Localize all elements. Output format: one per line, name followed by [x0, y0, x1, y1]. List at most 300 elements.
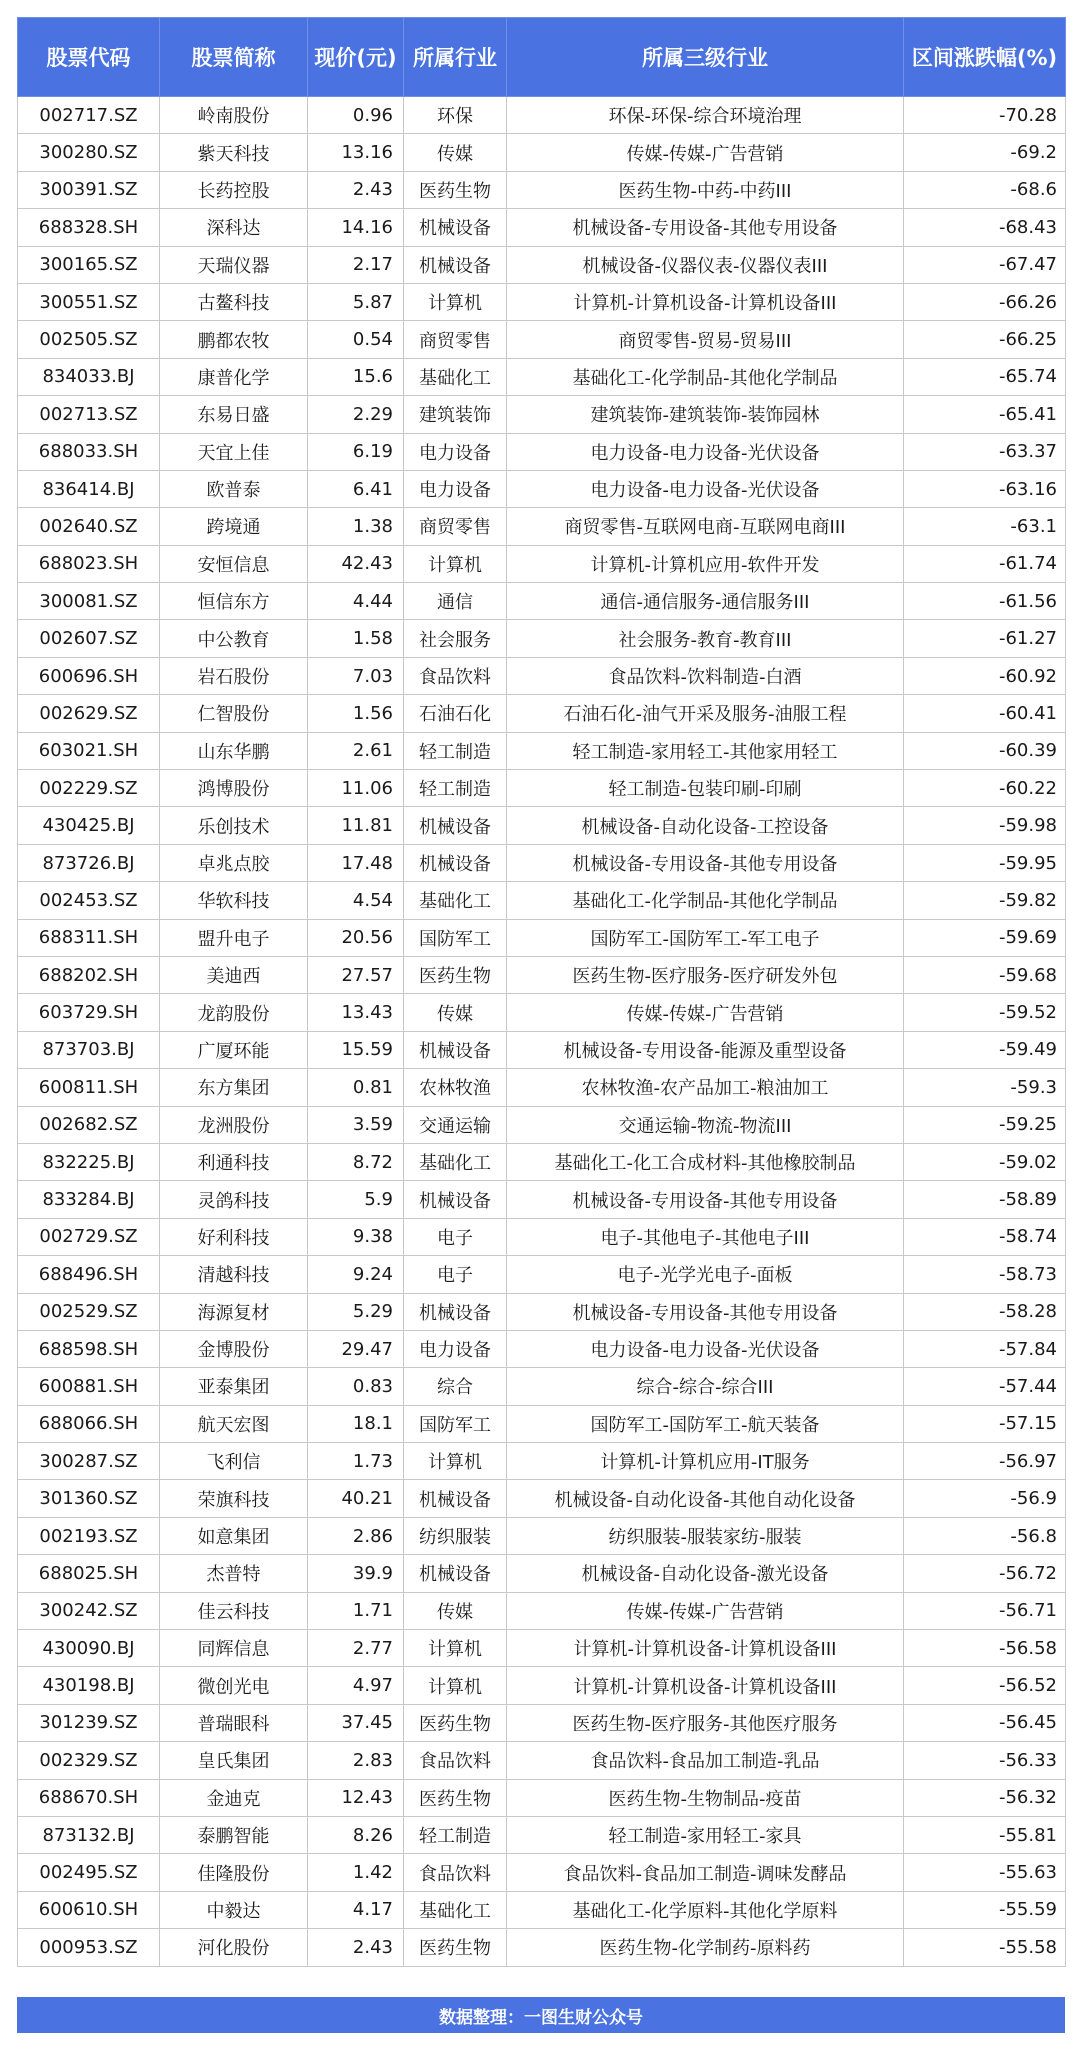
- cell-stock-code: 834033.BJ: [18, 358, 160, 395]
- cell-price: 15.6: [308, 358, 404, 395]
- cell-price: 11.06: [308, 770, 404, 807]
- cell-industry: 机械设备: [404, 1293, 507, 1330]
- cell-level3-industry: 国防军工-国防军工-军工电子: [507, 919, 904, 956]
- cell-industry: 传媒: [404, 994, 507, 1031]
- cell-change-pct: -66.26: [904, 283, 1066, 320]
- cell-stock-name: 中毅达: [160, 1891, 308, 1928]
- cell-change-pct: -59.95: [904, 844, 1066, 881]
- cell-level3-industry: 医药生物-生物制品-疫苗: [507, 1779, 904, 1816]
- cell-industry: 机械设备: [404, 1555, 507, 1592]
- cell-change-pct: -56.45: [904, 1704, 1066, 1741]
- table-row: [18, 97, 1066, 134]
- cell-change-pct: -55.81: [904, 1816, 1066, 1853]
- cell-level3-industry: 基础化工-化学原料-其他化学原料: [507, 1891, 904, 1928]
- cell-stock-code: 300391.SZ: [18, 171, 160, 208]
- table-row: [18, 882, 1066, 919]
- cell-price: 5.9: [308, 1181, 404, 1218]
- cell-level3-industry: 农林牧渔-农产品加工-粮油加工: [507, 1069, 904, 1106]
- cell-price: 2.43: [308, 171, 404, 208]
- cell-stock-name: 航天宏图: [160, 1405, 308, 1442]
- cell-stock-name: 灵鸽科技: [160, 1181, 308, 1218]
- cell-stock-code: 301239.SZ: [18, 1704, 160, 1741]
- table-row: [18, 807, 1066, 844]
- cell-stock-name: 美迪西: [160, 956, 308, 993]
- cell-industry: 商贸零售: [404, 508, 507, 545]
- cell-price: 0.81: [308, 1069, 404, 1106]
- table-row: [18, 1592, 1066, 1629]
- table-row: [18, 1480, 1066, 1517]
- cell-level3-industry: 电力设备-电力设备-光伏设备: [507, 1330, 904, 1367]
- cell-price: 8.72: [308, 1143, 404, 1180]
- cell-stock-name: 恒信东方: [160, 583, 308, 620]
- cell-level3-industry: 基础化工-化工合成材料-其他橡胶制品: [507, 1143, 904, 1180]
- cell-level3-industry: 医药生物-中药-中药III: [507, 171, 904, 208]
- cell-level3-industry: 纺织服装-服装家纺-服装: [507, 1517, 904, 1554]
- cell-level3-industry: 机械设备-自动化设备-工控设备: [507, 807, 904, 844]
- cell-industry: 通信: [404, 583, 507, 620]
- cell-industry: 社会服务: [404, 620, 507, 657]
- cell-industry: 轻工制造: [404, 732, 507, 769]
- cell-level3-industry: 机械设备-自动化设备-其他自动化设备: [507, 1480, 904, 1517]
- cell-stock-code: 603021.SH: [18, 732, 160, 769]
- cell-price: 4.97: [308, 1667, 404, 1704]
- cell-level3-industry: 计算机-计算机设备-计算机设备III: [507, 283, 904, 320]
- table-row: [18, 1555, 1066, 1592]
- cell-stock-code: 832225.BJ: [18, 1143, 160, 1180]
- cell-stock-name: 如意集团: [160, 1517, 308, 1554]
- cell-stock-code: 600881.SH: [18, 1368, 160, 1405]
- cell-price: 7.03: [308, 657, 404, 694]
- cell-level3-industry: 计算机-计算机应用-软件开发: [507, 545, 904, 582]
- table-row: [18, 1330, 1066, 1367]
- cell-stock-name: 河化股份: [160, 1929, 308, 1966]
- cell-price: 2.83: [308, 1742, 404, 1779]
- cell-price: 1.58: [308, 620, 404, 657]
- header-row: [18, 18, 1066, 97]
- cell-stock-code: 603729.SH: [18, 994, 160, 1031]
- cell-level3-industry: 传媒-传媒-广告营销: [507, 134, 904, 171]
- cell-price: 15.59: [308, 1031, 404, 1068]
- cell-price: 6.19: [308, 433, 404, 470]
- cell-stock-name: 皇氏集团: [160, 1742, 308, 1779]
- table-row: [18, 1143, 1066, 1180]
- cell-level3-industry: 社会服务-教育-教育III: [507, 620, 904, 657]
- table-row: [18, 695, 1066, 732]
- cell-stock-name: 岩石股份: [160, 657, 308, 694]
- table-row: [18, 171, 1066, 208]
- cell-stock-code: 000953.SZ: [18, 1929, 160, 1966]
- cell-industry: 医药生物: [404, 1929, 507, 1966]
- cell-change-pct: -57.84: [904, 1330, 1066, 1367]
- cell-stock-code: 873132.BJ: [18, 1816, 160, 1853]
- cell-level3-industry: 机械设备-专用设备-其他专用设备: [507, 844, 904, 881]
- cell-change-pct: -56.8: [904, 1517, 1066, 1554]
- cell-industry: 农林牧渔: [404, 1069, 507, 1106]
- cell-industry: 计算机: [404, 545, 507, 582]
- cell-change-pct: -68.43: [904, 209, 1066, 246]
- cell-price: 0.96: [308, 97, 404, 134]
- cell-change-pct: -59.52: [904, 994, 1066, 1031]
- table-row: [18, 321, 1066, 358]
- cell-stock-name: 卓兆点胶: [160, 844, 308, 881]
- table-row: [18, 1779, 1066, 1816]
- cell-level3-industry: 交通运输-物流-物流III: [507, 1106, 904, 1143]
- cell-stock-name: 广厦环能: [160, 1031, 308, 1068]
- cell-stock-code: 836414.BJ: [18, 470, 160, 507]
- cell-price: 2.77: [308, 1630, 404, 1667]
- cell-price: 13.43: [308, 994, 404, 1031]
- table-row: [18, 1630, 1066, 1667]
- cell-change-pct: -59.49: [904, 1031, 1066, 1068]
- table-row: [18, 919, 1066, 956]
- cell-price: 4.44: [308, 583, 404, 620]
- cell-stock-name: 泰鹏智能: [160, 1816, 308, 1853]
- cell-level3-industry: 机械设备-专用设备-其他专用设备: [507, 209, 904, 246]
- cell-level3-industry: 机械设备-专用设备-能源及重型设备: [507, 1031, 904, 1068]
- cell-industry: 机械设备: [404, 807, 507, 844]
- cell-price: 2.17: [308, 246, 404, 283]
- cell-change-pct: -63.37: [904, 433, 1066, 470]
- table-body: [18, 97, 1066, 1967]
- cell-stock-code: 002505.SZ: [18, 321, 160, 358]
- cell-change-pct: -58.89: [904, 1181, 1066, 1218]
- cell-level3-industry: 环保-环保-综合环境治理: [507, 97, 904, 134]
- cell-stock-name: 古鳌科技: [160, 283, 308, 320]
- table-row: [18, 1443, 1066, 1480]
- cell-change-pct: -61.27: [904, 620, 1066, 657]
- cell-price: 1.38: [308, 508, 404, 545]
- cell-price: 12.43: [308, 1779, 404, 1816]
- cell-stock-name: 龙韵股份: [160, 994, 308, 1031]
- cell-stock-name: 东方集团: [160, 1069, 308, 1106]
- cell-stock-code: 600696.SH: [18, 657, 160, 694]
- table-row: [18, 433, 1066, 470]
- cell-change-pct: -55.63: [904, 1854, 1066, 1891]
- cell-stock-name: 岭南股份: [160, 97, 308, 134]
- cell-price: 0.83: [308, 1368, 404, 1405]
- cell-price: 2.29: [308, 396, 404, 433]
- cell-stock-name: 鸿博股份: [160, 770, 308, 807]
- cell-stock-code: 300081.SZ: [18, 583, 160, 620]
- table-row: [18, 994, 1066, 1031]
- cell-stock-code: 688496.SH: [18, 1256, 160, 1293]
- cell-change-pct: -58.28: [904, 1293, 1066, 1330]
- cell-level3-industry: 传媒-传媒-广告营销: [507, 1592, 904, 1629]
- cell-price: 14.16: [308, 209, 404, 246]
- cell-stock-code: 430425.BJ: [18, 807, 160, 844]
- table-row: [18, 1891, 1066, 1928]
- cell-industry: 机械设备: [404, 1031, 507, 1068]
- cell-stock-name: 安恒信息: [160, 545, 308, 582]
- cell-stock-name: 普瑞眼科: [160, 1704, 308, 1741]
- cell-stock-code: 002629.SZ: [18, 695, 160, 732]
- cell-stock-code: 688033.SH: [18, 433, 160, 470]
- cell-industry: 医药生物: [404, 171, 507, 208]
- cell-industry: 机械设备: [404, 1181, 507, 1218]
- cell-level3-industry: 石油石化-油气开采及服务-油服工程: [507, 695, 904, 732]
- cell-industry: 传媒: [404, 134, 507, 171]
- cell-level3-industry: 国防军工-国防军工-航天装备: [507, 1405, 904, 1442]
- cell-change-pct: -56.71: [904, 1592, 1066, 1629]
- cell-change-pct: -69.2: [904, 134, 1066, 171]
- table-row: [18, 732, 1066, 769]
- table-row: [18, 358, 1066, 395]
- cell-industry: 食品饮料: [404, 1742, 507, 1779]
- table-row: [18, 508, 1066, 545]
- cell-stock-code: 600811.SH: [18, 1069, 160, 1106]
- header-change-pct: 区间涨跌幅(%): [904, 18, 1066, 97]
- cell-stock-name: 天宜上佳: [160, 433, 308, 470]
- table-row: [18, 1517, 1066, 1554]
- stock-table: [17, 17, 1066, 1967]
- cell-price: 18.1: [308, 1405, 404, 1442]
- cell-price: 20.56: [308, 919, 404, 956]
- cell-price: 13.16: [308, 134, 404, 171]
- table-row: [18, 1256, 1066, 1293]
- table-row: [18, 1218, 1066, 1255]
- cell-stock-name: 鹏都农牧: [160, 321, 308, 358]
- cell-price: 17.48: [308, 844, 404, 881]
- cell-industry: 轻工制造: [404, 1816, 507, 1853]
- cell-stock-code: 300242.SZ: [18, 1592, 160, 1629]
- cell-change-pct: -60.39: [904, 732, 1066, 769]
- cell-industry: 基础化工: [404, 358, 507, 395]
- cell-stock-name: 荣旗科技: [160, 1480, 308, 1517]
- table-row: [18, 246, 1066, 283]
- table-row: [18, 283, 1066, 320]
- cell-industry: 计算机: [404, 1443, 507, 1480]
- cell-stock-code: 430198.BJ: [18, 1667, 160, 1704]
- cell-industry: 电力设备: [404, 433, 507, 470]
- table-header: [18, 18, 1066, 97]
- cell-change-pct: -59.69: [904, 919, 1066, 956]
- table-row: [18, 1929, 1066, 1966]
- cell-stock-name: 利通科技: [160, 1143, 308, 1180]
- cell-price: 2.86: [308, 1517, 404, 1554]
- cell-level3-industry: 传媒-传媒-广告营销: [507, 994, 904, 1031]
- cell-level3-industry: 机械设备-仪器仪表-仪器仪表III: [507, 246, 904, 283]
- table-row: [18, 396, 1066, 433]
- cell-change-pct: -61.56: [904, 583, 1066, 620]
- cell-industry: 电力设备: [404, 470, 507, 507]
- cell-stock-code: 300165.SZ: [18, 246, 160, 283]
- cell-stock-name: 金迪克: [160, 1779, 308, 1816]
- cell-industry: 轻工制造: [404, 770, 507, 807]
- header-stock-code: 股票代码: [18, 18, 160, 97]
- cell-level3-industry: 综合-综合-综合III: [507, 1368, 904, 1405]
- cell-change-pct: -60.92: [904, 657, 1066, 694]
- cell-stock-code: 688066.SH: [18, 1405, 160, 1442]
- cell-stock-name: 杰普特: [160, 1555, 308, 1592]
- cell-stock-code: 002682.SZ: [18, 1106, 160, 1143]
- header-industry: 所属行业: [404, 18, 507, 97]
- cell-industry: 食品饮料: [404, 657, 507, 694]
- cell-change-pct: -70.28: [904, 97, 1066, 134]
- cell-level3-industry: 医药生物-化学制药-原料药: [507, 1929, 904, 1966]
- cell-change-pct: -61.74: [904, 545, 1066, 582]
- cell-stock-code: 300551.SZ: [18, 283, 160, 320]
- cell-stock-name: 欧普泰: [160, 470, 308, 507]
- cell-industry: 食品饮料: [404, 1854, 507, 1891]
- cell-price: 2.61: [308, 732, 404, 769]
- table-row: [18, 470, 1066, 507]
- cell-stock-code: 688311.SH: [18, 919, 160, 956]
- cell-stock-code: 301360.SZ: [18, 1480, 160, 1517]
- cell-stock-name: 山东华鹏: [160, 732, 308, 769]
- table-row: [18, 1031, 1066, 1068]
- cell-stock-code: 002729.SZ: [18, 1218, 160, 1255]
- cell-industry: 基础化工: [404, 1891, 507, 1928]
- cell-stock-name: 中公教育: [160, 620, 308, 657]
- cell-level3-industry: 轻工制造-家用轻工-家具: [507, 1816, 904, 1853]
- cell-change-pct: -59.82: [904, 882, 1066, 919]
- cell-change-pct: -58.73: [904, 1256, 1066, 1293]
- cell-change-pct: -56.97: [904, 1443, 1066, 1480]
- cell-level3-industry: 机械设备-专用设备-其他专用设备: [507, 1181, 904, 1218]
- cell-change-pct: -67.47: [904, 246, 1066, 283]
- cell-change-pct: -60.22: [904, 770, 1066, 807]
- cell-stock-code: 688202.SH: [18, 956, 160, 993]
- cell-level3-industry: 医药生物-医疗服务-医疗研发外包: [507, 956, 904, 993]
- cell-stock-code: 300287.SZ: [18, 1443, 160, 1480]
- header-current-price: 现价(元): [308, 18, 404, 97]
- cell-stock-name: 仁智股份: [160, 695, 308, 732]
- cell-stock-code: 873726.BJ: [18, 844, 160, 881]
- cell-change-pct: -56.72: [904, 1555, 1066, 1592]
- table-row: [18, 209, 1066, 246]
- cell-change-pct: -56.32: [904, 1779, 1066, 1816]
- cell-level3-industry: 轻工制造-家用轻工-其他家用轻工: [507, 732, 904, 769]
- cell-stock-code: 688025.SH: [18, 1555, 160, 1592]
- cell-stock-code: 300280.SZ: [18, 134, 160, 171]
- cell-industry: 计算机: [404, 283, 507, 320]
- cell-industry: 环保: [404, 97, 507, 134]
- cell-level3-industry: 计算机-计算机设备-计算机设备III: [507, 1667, 904, 1704]
- cell-level3-industry: 基础化工-化学制品-其他化学制品: [507, 358, 904, 395]
- cell-level3-industry: 医药生物-医疗服务-其他医疗服务: [507, 1704, 904, 1741]
- cell-change-pct: -68.6: [904, 171, 1066, 208]
- cell-industry: 机械设备: [404, 844, 507, 881]
- stock-table-container: [17, 17, 1065, 1967]
- table-row: [18, 1704, 1066, 1741]
- cell-stock-code: 002495.SZ: [18, 1854, 160, 1891]
- cell-stock-name: 飞利信: [160, 1443, 308, 1480]
- cell-change-pct: -59.3: [904, 1069, 1066, 1106]
- cell-level3-industry: 建筑装饰-建筑装饰-装饰园林: [507, 396, 904, 433]
- cell-stock-name: 东易日盛: [160, 396, 308, 433]
- cell-level3-industry: 电力设备-电力设备-光伏设备: [507, 433, 904, 470]
- cell-stock-name: 同辉信息: [160, 1630, 308, 1667]
- cell-stock-name: 盟升电子: [160, 919, 308, 956]
- cell-industry: 医药生物: [404, 1779, 507, 1816]
- cell-change-pct: -57.44: [904, 1368, 1066, 1405]
- cell-stock-code: 688023.SH: [18, 545, 160, 582]
- cell-change-pct: -56.9: [904, 1480, 1066, 1517]
- cell-industry: 基础化工: [404, 1143, 507, 1180]
- cell-industry: 电子: [404, 1218, 507, 1255]
- cell-stock-name: 深科达: [160, 209, 308, 246]
- table-row: [18, 583, 1066, 620]
- cell-price: 6.41: [308, 470, 404, 507]
- cell-stock-name: 海源复材: [160, 1293, 308, 1330]
- cell-change-pct: -56.52: [904, 1667, 1066, 1704]
- cell-change-pct: -58.74: [904, 1218, 1066, 1255]
- cell-stock-code: 833284.BJ: [18, 1181, 160, 1218]
- cell-change-pct: -55.58: [904, 1929, 1066, 1966]
- cell-stock-name: 乐创技术: [160, 807, 308, 844]
- cell-level3-industry: 通信-通信服务-通信服务III: [507, 583, 904, 620]
- cell-price: 5.87: [308, 283, 404, 320]
- cell-industry: 计算机: [404, 1630, 507, 1667]
- cell-stock-code: 873703.BJ: [18, 1031, 160, 1068]
- table-row: [18, 1405, 1066, 1442]
- cell-price: 2.43: [308, 1929, 404, 1966]
- cell-stock-code: 002193.SZ: [18, 1517, 160, 1554]
- cell-stock-code: 002713.SZ: [18, 396, 160, 433]
- cell-stock-name: 佳隆股份: [160, 1854, 308, 1891]
- table-row: [18, 844, 1066, 881]
- cell-stock-code: 688598.SH: [18, 1330, 160, 1367]
- table-row: [18, 1181, 1066, 1218]
- cell-level3-industry: 食品饮料-食品加工制造-乳品: [507, 1742, 904, 1779]
- cell-price: 11.81: [308, 807, 404, 844]
- cell-industry: 商贸零售: [404, 321, 507, 358]
- cell-industry: 国防军工: [404, 1405, 507, 1442]
- cell-industry: 医药生物: [404, 956, 507, 993]
- cell-price: 4.17: [308, 1891, 404, 1928]
- cell-industry: 基础化工: [404, 882, 507, 919]
- cell-level3-industry: 计算机-计算机设备-计算机设备III: [507, 1630, 904, 1667]
- cell-industry: 石油石化: [404, 695, 507, 732]
- cell-price: 8.26: [308, 1816, 404, 1853]
- cell-stock-code: 002453.SZ: [18, 882, 160, 919]
- cell-level3-industry: 电力设备-电力设备-光伏设备: [507, 470, 904, 507]
- cell-stock-code: 002529.SZ: [18, 1293, 160, 1330]
- cell-change-pct: -63.1: [904, 508, 1066, 545]
- cell-stock-name: 紫天科技: [160, 134, 308, 171]
- footer-credit: 数据整理：一图生财公众号: [17, 1997, 1065, 2033]
- cell-level3-industry: 食品饮料-饮料制造-白酒: [507, 657, 904, 694]
- cell-stock-code: 688328.SH: [18, 209, 160, 246]
- cell-stock-name: 亚泰集团: [160, 1368, 308, 1405]
- table-row: [18, 1106, 1066, 1143]
- cell-price: 37.45: [308, 1704, 404, 1741]
- cell-stock-name: 微创光电: [160, 1667, 308, 1704]
- cell-industry: 纺织服装: [404, 1517, 507, 1554]
- cell-stock-name: 跨境通: [160, 508, 308, 545]
- cell-level3-industry: 商贸零售-贸易-贸易III: [507, 321, 904, 358]
- cell-level3-industry: 电子-光学光电子-面板: [507, 1256, 904, 1293]
- cell-price: 1.56: [308, 695, 404, 732]
- cell-change-pct: -59.25: [904, 1106, 1066, 1143]
- cell-stock-name: 华软科技: [160, 882, 308, 919]
- cell-stock-code: 688670.SH: [18, 1779, 160, 1816]
- cell-price: 40.21: [308, 1480, 404, 1517]
- cell-price: 42.43: [308, 545, 404, 582]
- cell-change-pct: -65.74: [904, 358, 1066, 395]
- cell-change-pct: -59.02: [904, 1143, 1066, 1180]
- cell-price: 27.57: [308, 956, 404, 993]
- table-row: [18, 1742, 1066, 1779]
- cell-stock-code: 002640.SZ: [18, 508, 160, 545]
- cell-industry: 医药生物: [404, 1704, 507, 1741]
- table-row: [18, 1667, 1066, 1704]
- cell-stock-name: 清越科技: [160, 1256, 308, 1293]
- table-row: [18, 1816, 1066, 1853]
- table-row: [18, 1854, 1066, 1891]
- cell-price: 39.9: [308, 1555, 404, 1592]
- table-row: [18, 1368, 1066, 1405]
